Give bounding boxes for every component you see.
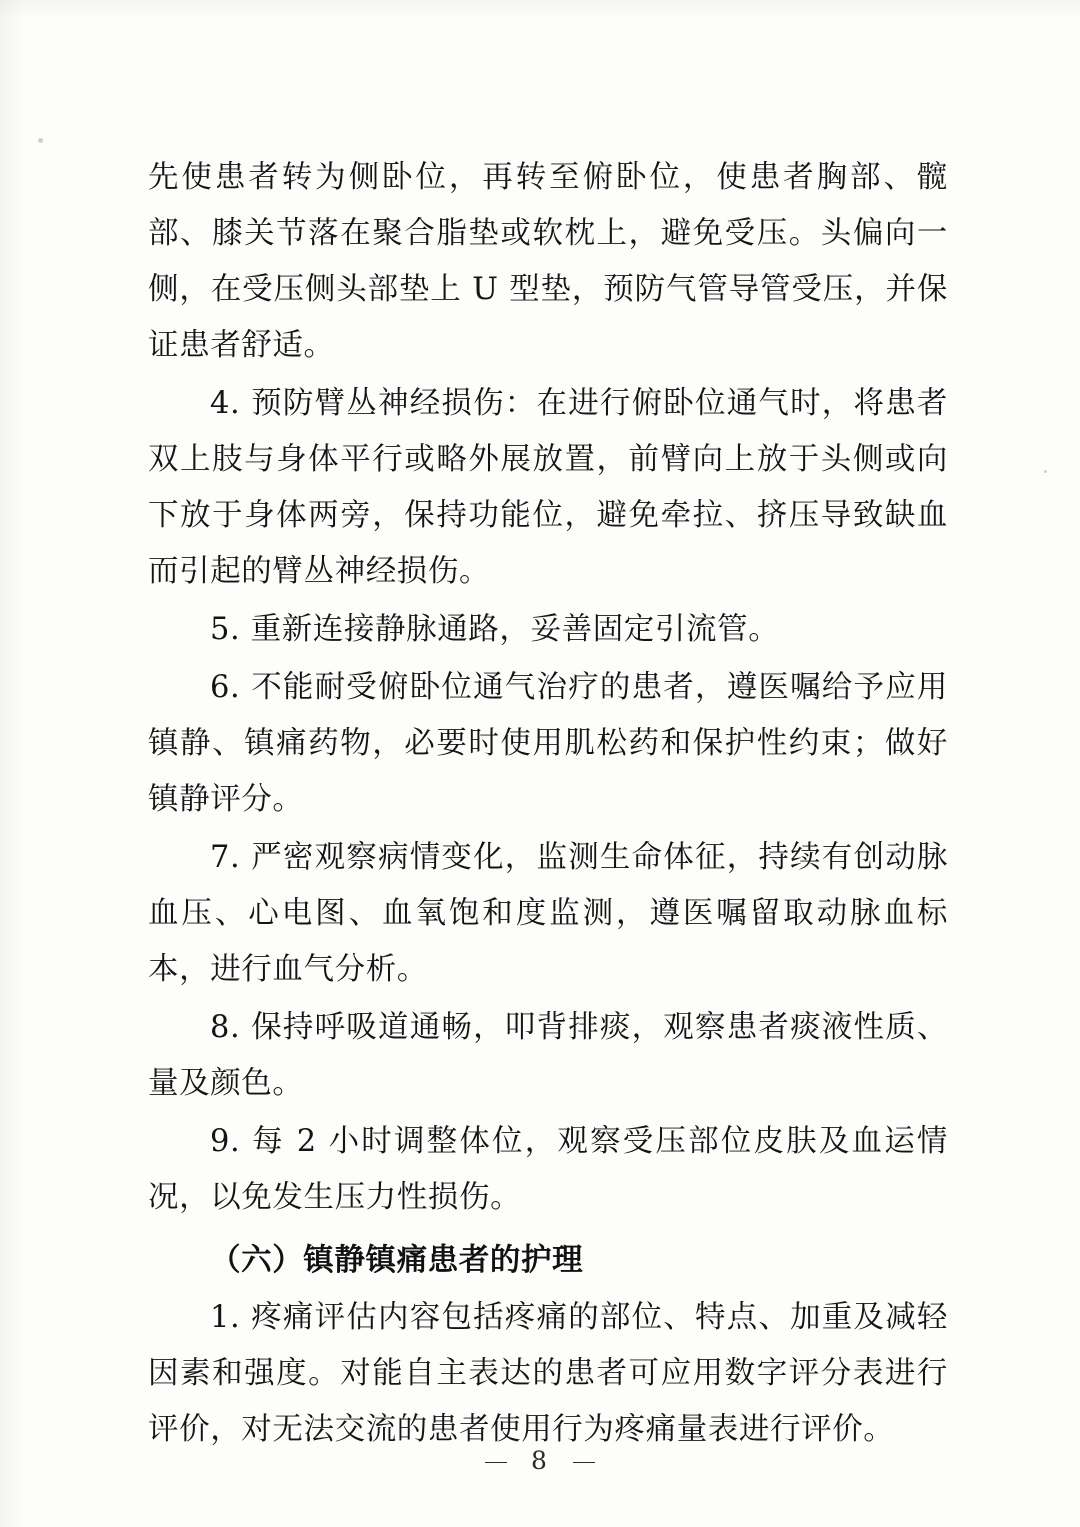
scan-speck <box>38 138 43 143</box>
paragraph-item-8: 8. 保持呼吸道通畅，叩背排痰，观察患者痰液性质、量及颜色。 <box>148 1010 948 1101</box>
paragraph-item-7: 7. 严密观察病情变化，监测生命体征，持续有创动脉血压、心电图、血氧饱和度监测，遵医嘱留取动脉血标本，进行血气分析。 <box>148 840 948 987</box>
section-heading-sedation-analgesia: （六）镇静镇痛患者的护理 <box>210 1242 584 1278</box>
paragraph-item-9: 9. 每 2 小时调整体位，观察受压部位皮肤及血运情况，以免发生压力性损伤。 <box>148 1124 948 1215</box>
paragraph-item-6: 6. 不能耐受俯卧位通气治疗的患者，遵医嘱给予应用镇静、镇痛药物，必要时使用肌松药和保护性约束；做好镇静评分。 <box>148 670 948 817</box>
page-footer <box>0 1446 1080 1475</box>
paragraph-item-4: 4. 预防臂丛神经损伤：在进行俯卧位通气时，将患者双上肢与身体平行或略外展放置，前臂向上放于头侧或向下放于身体两旁，保持功能位，避免牵拉、挤压导致缺血而引起的臂丛神经损伤。 <box>148 386 948 589</box>
footer-dash-left <box>485 1462 507 1463</box>
page-edge-shadow-left <box>0 0 26 1527</box>
paragraph-prone-position: 先使患者转为侧卧位，再转至俯卧位，使患者胸部、髋部、膝关节落在聚合脂垫或软枕上，避免受压。头偏向一侧，在受压侧头部垫上 U 型垫，预防气管导管受压，并保证患者舒适。 <box>148 160 948 363</box>
scan-speck <box>1044 470 1047 473</box>
footer-dash-right <box>573 1462 595 1463</box>
page-number: 8 <box>531 1446 549 1475</box>
document-body <box>148 150 948 1460</box>
paragraph-item-5: 5. 重新连接静脉通路，妥善固定引流管。 <box>210 612 780 647</box>
page-edge-shadow-top <box>0 0 1080 20</box>
paragraph-pain-assessment: 1. 疼痛评估内容包括疼痛的部位、特点、加重及减轻因素和强度。对能自主表达的患者可应用数字评分表进行评价，对无法交流的患者使用行为疼痛量表进行评价。 <box>148 1300 948 1447</box>
